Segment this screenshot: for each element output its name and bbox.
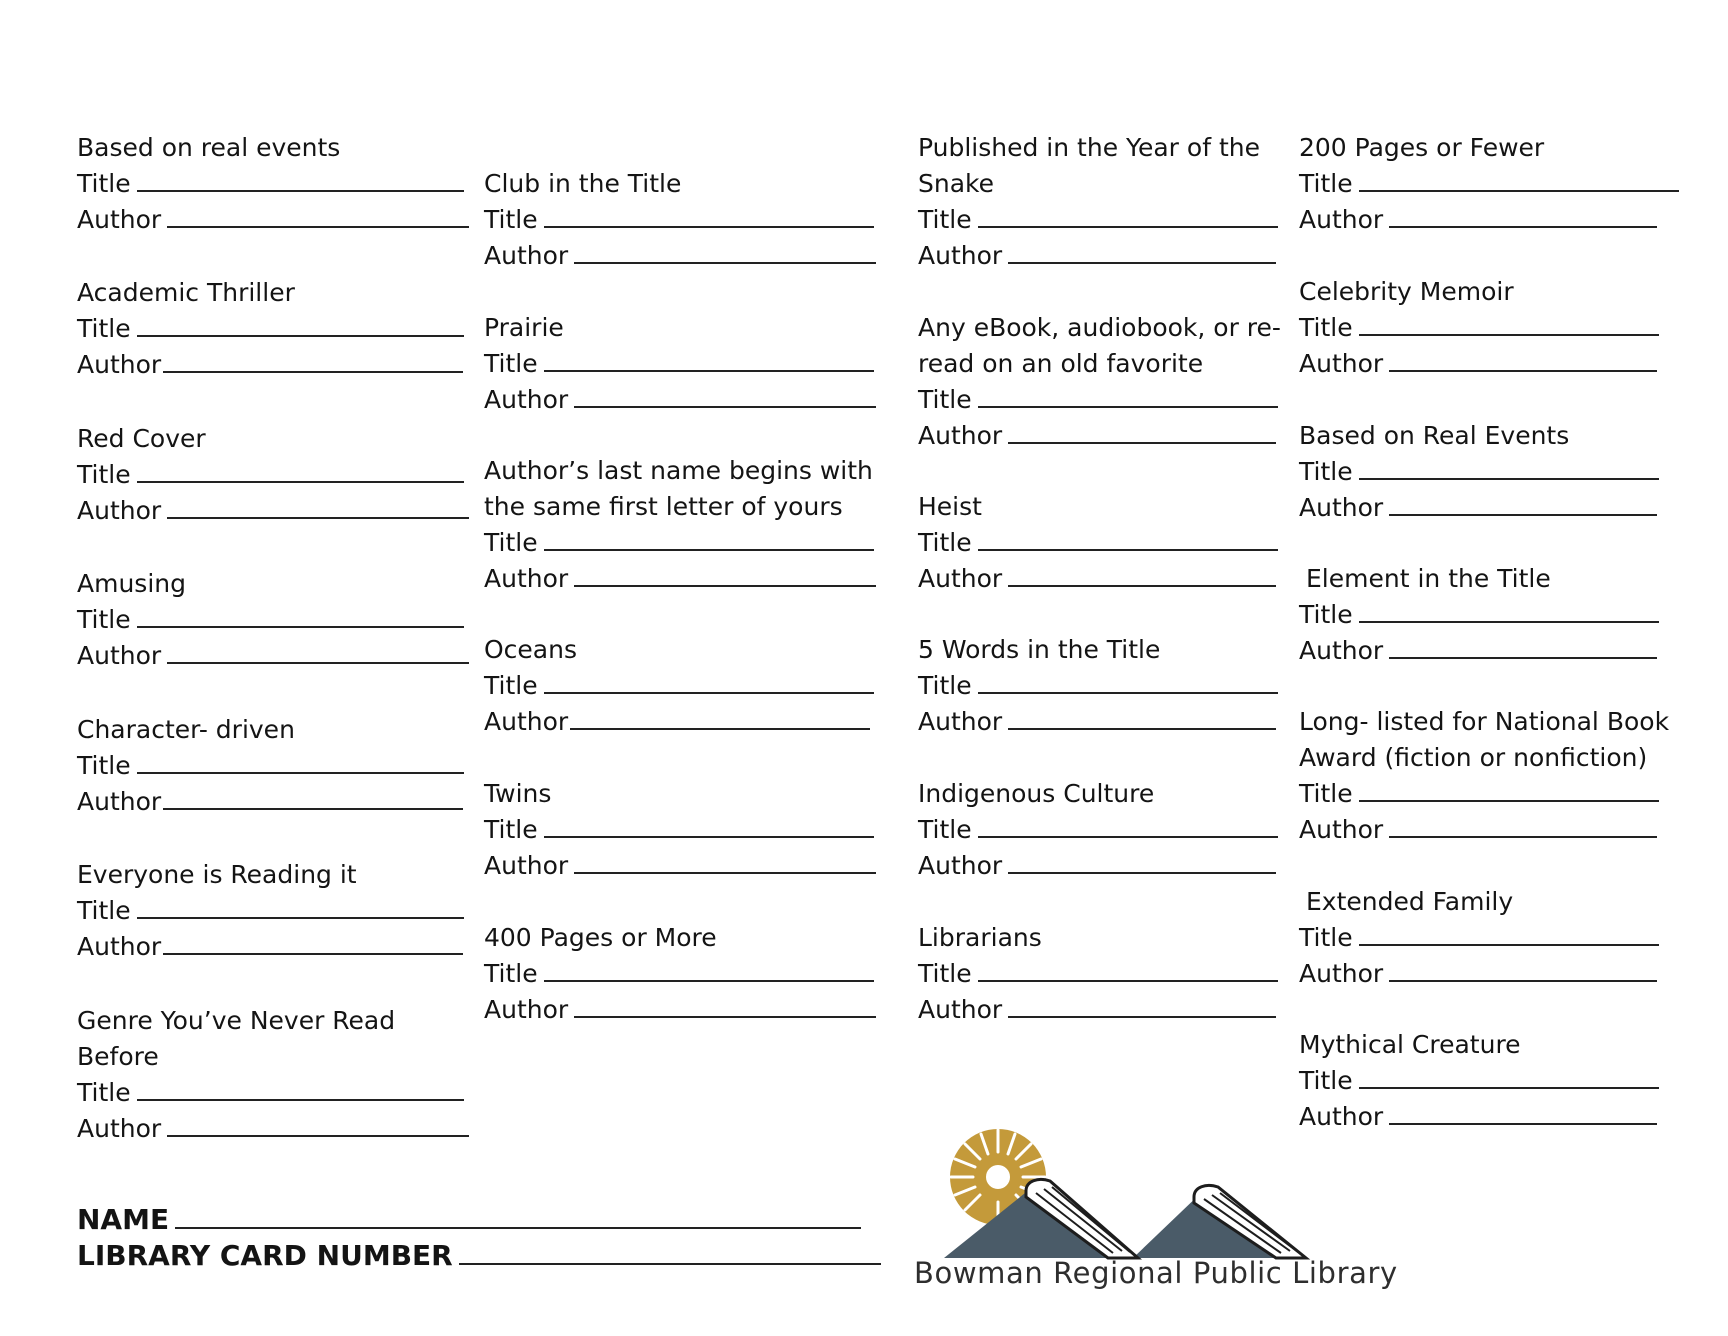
author-field[interactable]: Author bbox=[918, 418, 1298, 454]
checklist-item bbox=[484, 453, 884, 597]
title-field[interactable]: Title bbox=[1299, 166, 1699, 202]
author-blank-line[interactable] bbox=[1008, 872, 1276, 874]
title-blank-line[interactable] bbox=[137, 335, 464, 337]
author-blank-line[interactable] bbox=[574, 406, 876, 408]
title-blank-line[interactable] bbox=[978, 980, 1278, 982]
title-field[interactable]: Title bbox=[1299, 920, 1699, 956]
author-blank-line[interactable] bbox=[574, 262, 876, 264]
title-blank-line[interactable] bbox=[978, 692, 1278, 694]
category-label: Everyone is Reading it bbox=[77, 860, 357, 889]
author-blank-line[interactable] bbox=[167, 662, 469, 664]
checklist-item bbox=[918, 310, 1298, 454]
title-blank-line[interactable] bbox=[137, 190, 464, 192]
category-label: Academic Thriller bbox=[77, 278, 295, 307]
author-field[interactable]: Author bbox=[77, 784, 477, 820]
category-label: Character- driven bbox=[77, 715, 295, 744]
author-field[interactable]: Author bbox=[484, 561, 884, 597]
category-label: Based on Real Events bbox=[1299, 421, 1570, 450]
title-blank-line[interactable] bbox=[544, 549, 874, 551]
author-blank-line[interactable] bbox=[1389, 370, 1657, 372]
checklist-item bbox=[77, 857, 477, 965]
title-blank-line[interactable] bbox=[137, 1099, 464, 1101]
title-field[interactable]: Title bbox=[918, 382, 1298, 418]
title-blank-line[interactable] bbox=[544, 836, 874, 838]
library-card-label: LIBRARY CARD NUMBER bbox=[77, 1239, 453, 1272]
author-field[interactable]: Author bbox=[1299, 812, 1699, 848]
category-label: Red Cover bbox=[77, 424, 206, 453]
author-blank-line[interactable] bbox=[167, 1135, 469, 1137]
checklist-item bbox=[1299, 1027, 1699, 1135]
checklist-item bbox=[484, 632, 884, 740]
author-field[interactable]: Author bbox=[1299, 202, 1699, 238]
title-field[interactable]: Title bbox=[77, 311, 477, 347]
title-blank-line[interactable] bbox=[978, 549, 1278, 551]
author-blank-line[interactable] bbox=[1008, 728, 1276, 730]
name-field[interactable] bbox=[77, 1202, 861, 1238]
title-blank-line[interactable] bbox=[544, 226, 874, 228]
checklist-item bbox=[1299, 704, 1699, 848]
author-blank-line[interactable] bbox=[163, 808, 463, 810]
category-label: 5 Words in the Title bbox=[918, 635, 1161, 664]
author-field[interactable]: Author bbox=[1299, 633, 1699, 669]
checklist-item bbox=[1299, 274, 1699, 382]
title-field[interactable]: Title bbox=[918, 668, 1298, 704]
category-label: Oceans bbox=[484, 635, 577, 664]
title-field[interactable]: Title bbox=[918, 525, 1298, 561]
category-label: Long- listed for National Book bbox=[1299, 707, 1670, 736]
checklist-item bbox=[1299, 418, 1699, 526]
title-field[interactable]: Title bbox=[1299, 597, 1699, 633]
author-field[interactable]: Author bbox=[918, 848, 1298, 884]
category-label: Element in the Title bbox=[1306, 564, 1551, 593]
checklist-item bbox=[1299, 130, 1699, 238]
sun-core bbox=[985, 1164, 1011, 1190]
checklist-item bbox=[77, 275, 477, 383]
checklist-item bbox=[77, 130, 477, 238]
library-logo bbox=[908, 1125, 1398, 1313]
author-blank-line[interactable] bbox=[1389, 980, 1657, 982]
logo-mountains-books-sun-icon bbox=[908, 1125, 1398, 1260]
category-label: Amusing bbox=[77, 569, 186, 598]
author-blank-line[interactable] bbox=[163, 371, 463, 373]
author-field[interactable]: Author bbox=[484, 382, 884, 418]
name-blank-line[interactable] bbox=[175, 1227, 861, 1229]
category-label-line-2: Snake bbox=[918, 169, 995, 198]
checklist-item bbox=[918, 776, 1298, 884]
author-field[interactable]: Author bbox=[77, 202, 477, 238]
title-field[interactable]: Title bbox=[77, 457, 477, 493]
title-blank-line[interactable] bbox=[544, 370, 874, 372]
checklist-item bbox=[77, 712, 477, 820]
category-label: Genre You’ve Never Read bbox=[77, 1006, 396, 1035]
title-field[interactable]: Title bbox=[484, 202, 884, 238]
title-blank-line[interactable] bbox=[978, 226, 1278, 228]
author-field[interactable]: Author bbox=[1299, 1099, 1699, 1135]
checklist-item bbox=[918, 920, 1298, 1028]
title-field[interactable]: Title bbox=[77, 893, 477, 929]
checklist-item bbox=[77, 1003, 477, 1147]
category-label-line-2: Award (fiction or nonfiction) bbox=[1299, 743, 1648, 772]
title-blank-line[interactable] bbox=[978, 836, 1278, 838]
checklist-item bbox=[1299, 561, 1699, 669]
category-label: Published in the Year of the bbox=[918, 133, 1260, 162]
title-field[interactable]: Title bbox=[1299, 454, 1699, 490]
category-label: 400 Pages or More bbox=[484, 923, 717, 952]
author-field[interactable]: Author bbox=[484, 704, 884, 740]
category-label: Extended Family bbox=[1306, 887, 1514, 916]
author-field[interactable]: Author bbox=[484, 992, 884, 1028]
title-field[interactable]: Title bbox=[918, 812, 1298, 848]
author-field[interactable]: Author bbox=[77, 493, 477, 529]
author-blank-line[interactable] bbox=[574, 1016, 876, 1018]
author-blank-line[interactable] bbox=[163, 953, 463, 955]
title-blank-line[interactable] bbox=[1359, 1087, 1659, 1089]
category-label: Club in the Title bbox=[484, 169, 682, 198]
author-blank-line[interactable] bbox=[1389, 836, 1657, 838]
title-field[interactable]: Title bbox=[1299, 310, 1699, 346]
title-field[interactable]: Title bbox=[77, 748, 477, 784]
title-blank-line[interactable] bbox=[1359, 621, 1659, 623]
title-blank-line[interactable] bbox=[137, 917, 464, 919]
category-label: Any eBook, audiobook, or re- bbox=[918, 313, 1281, 342]
checklist-item bbox=[484, 166, 884, 274]
title-blank-line[interactable] bbox=[1359, 478, 1659, 480]
checklist-item bbox=[918, 632, 1298, 740]
author-blank-line[interactable] bbox=[574, 872, 876, 874]
title-field[interactable]: Title bbox=[1299, 1063, 1699, 1099]
author-field[interactable]: Author bbox=[77, 347, 477, 383]
author-blank-line[interactable] bbox=[167, 226, 469, 228]
checklist-item bbox=[918, 130, 1298, 274]
category-label-line-2: the same first letter of yours bbox=[484, 492, 843, 521]
author-blank-line[interactable] bbox=[1008, 1016, 1276, 1018]
author-field[interactable]: Author bbox=[484, 238, 884, 274]
title-field[interactable]: Title bbox=[484, 956, 884, 992]
author-blank-line[interactable] bbox=[570, 728, 870, 730]
title-field[interactable]: Title bbox=[484, 668, 884, 704]
checklist-item bbox=[484, 920, 884, 1028]
author-field[interactable]: Author bbox=[918, 561, 1298, 597]
author-blank-line[interactable] bbox=[1008, 585, 1276, 587]
author-blank-line[interactable] bbox=[1389, 514, 1657, 516]
title-blank-line[interactable] bbox=[978, 406, 1278, 408]
category-label: Prairie bbox=[484, 313, 564, 342]
title-blank-line[interactable] bbox=[137, 481, 464, 483]
title-field[interactable]: Title bbox=[77, 602, 477, 638]
checklist-item bbox=[484, 310, 884, 418]
author-field[interactable]: Author bbox=[918, 992, 1298, 1028]
category-label: Twins bbox=[484, 779, 552, 808]
checklist-item bbox=[1299, 884, 1699, 992]
title-field[interactable]: Title bbox=[918, 956, 1298, 992]
title-field[interactable]: Title bbox=[1299, 776, 1699, 812]
checklist-item bbox=[77, 566, 477, 674]
title-field[interactable]: Title bbox=[77, 1075, 477, 1111]
category-label-line-2: read on an old favorite bbox=[918, 349, 1204, 378]
title-blank-line[interactable] bbox=[1359, 190, 1679, 192]
checklist-item bbox=[77, 421, 477, 529]
title-blank-line[interactable] bbox=[137, 626, 464, 628]
author-blank-line[interactable] bbox=[1008, 442, 1276, 444]
checklist-item bbox=[918, 489, 1298, 597]
author-blank-line[interactable] bbox=[167, 517, 469, 519]
title-blank-line[interactable] bbox=[137, 772, 464, 774]
title-field[interactable]: Title bbox=[484, 812, 884, 848]
category-label: Indigenous Culture bbox=[918, 779, 1155, 808]
title-field[interactable]: Title bbox=[77, 166, 477, 202]
category-label: Heist bbox=[918, 492, 982, 521]
title-field[interactable]: Title bbox=[918, 202, 1298, 238]
author-field[interactable]: Author bbox=[484, 848, 884, 884]
author-field[interactable]: Author bbox=[918, 238, 1298, 274]
category-label: Based on real events bbox=[77, 133, 341, 162]
author-field[interactable]: Author bbox=[77, 638, 477, 674]
category-label: Librarians bbox=[918, 923, 1042, 952]
title-field[interactable]: Title bbox=[484, 525, 884, 561]
title-blank-line[interactable] bbox=[544, 692, 874, 694]
author-field[interactable]: Author bbox=[1299, 346, 1699, 382]
author-blank-line[interactable] bbox=[1008, 262, 1276, 264]
library-card-blank-line[interactable] bbox=[459, 1263, 881, 1265]
author-field[interactable]: Author bbox=[1299, 956, 1699, 992]
title-blank-line[interactable] bbox=[1359, 800, 1659, 802]
category-label: Mythical Creature bbox=[1299, 1030, 1521, 1059]
title-field[interactable]: Title bbox=[484, 346, 884, 382]
title-blank-line[interactable] bbox=[1359, 334, 1659, 336]
library-card-field[interactable] bbox=[77, 1238, 881, 1274]
library-name: Bowman Regional Public Library bbox=[914, 1256, 1398, 1290]
title-blank-line[interactable] bbox=[544, 980, 874, 982]
author-blank-line[interactable] bbox=[1389, 1123, 1657, 1125]
author-field[interactable]: Author bbox=[77, 929, 477, 965]
category-label: 200 Pages or Fewer bbox=[1299, 133, 1545, 162]
author-blank-line[interactable] bbox=[1389, 226, 1657, 228]
name-label: NAME bbox=[77, 1203, 170, 1236]
author-blank-line[interactable] bbox=[1389, 657, 1657, 659]
author-field[interactable]: Author bbox=[1299, 490, 1699, 526]
author-blank-line[interactable] bbox=[574, 585, 876, 587]
author-field[interactable]: Author bbox=[77, 1111, 477, 1147]
author-field[interactable]: Author bbox=[918, 704, 1298, 740]
category-label: Author’s last name begins with bbox=[484, 456, 873, 485]
category-label: Celebrity Memoir bbox=[1299, 277, 1514, 306]
title-blank-line[interactable] bbox=[1359, 944, 1659, 946]
checklist-item bbox=[484, 776, 884, 884]
category-label-line-2: Before bbox=[77, 1042, 159, 1071]
